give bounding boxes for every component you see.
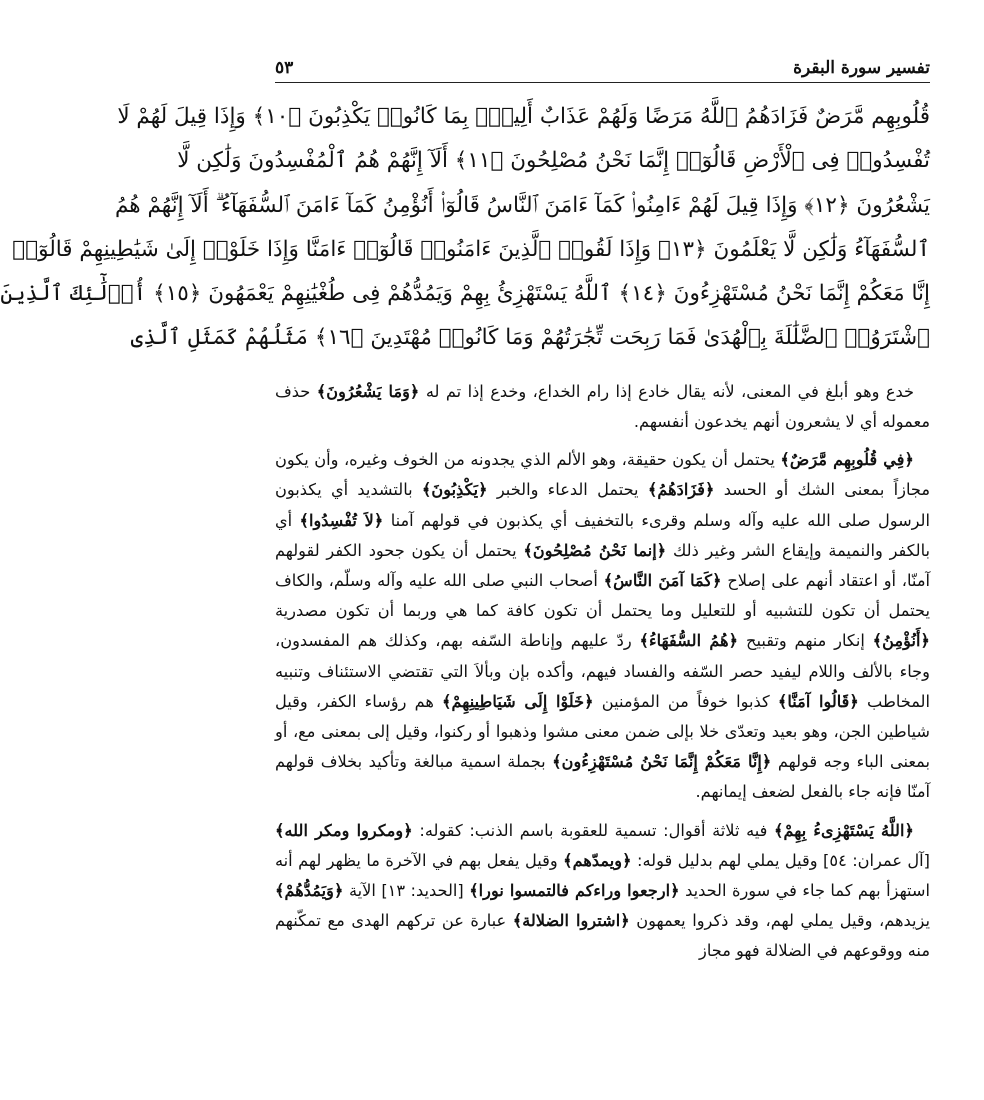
quoted-verse: ﴿لاَ تُفْسِدُوا﴾ — [299, 510, 384, 530]
quoted-verse: ﴿وَمَا يَشْعُرُونَ﴾ — [316, 381, 420, 401]
commentary-paragraph — [275, 816, 930, 967]
verse-line: تُفْسِدُوا۟ فِى ٱلْأَرْضِ قَالُوٓا۟ إِنَّمَا نَحْنُ مُصْلِحُونَ ﴿١١﴾ أَلَآ إِنَّهُمْ هُمُ ٱلْمُفْسِدُونَ وَلَٰكِن لَّا — [177, 148, 930, 174]
commentary-text: بجملة اسمية مبالغة وتأكيد بخلاف قولهم آمنّا فإنه جاء بالفعل لضعف إيمانهم. — [275, 752, 930, 802]
verse-line: قُلُوبِهِم مَّرَضٌ فَزَادَهُمُ ٱللَّهُ مَرَضًا وَلَهُمْ عَذَابٌ أَلِيمٌۢ بِمَا كَانُوا۟ يَكْذِبُونَ ﴿١٠﴾ وَإِذَا قِيلَ لَهُمْ لَا — [117, 104, 930, 129]
quoted-verse: ﴿إِنَّا مَعَكُمْ إِنَّمَا نَحْنُ مُسْتَهْزِءُون﴾ — [552, 752, 772, 772]
commentary-text: عبارة عن تركهم الهدى مع تمكّنهم منه ووقوعهم في الضلالة فهو مجاز — [275, 911, 930, 961]
commentary-text: يحتمل أن يكون حقيقة، وهو الألم الذي يجدونه من الخوف وغيره، وأن يكون مجازاً بمعنى الشك أو الحسد — [275, 450, 930, 500]
quran-verses — [0, 95, 930, 361]
commentary-text: يحتمل الدعاء والخبر — [487, 480, 648, 500]
quoted-verse: ﴿هُمُ السُّفَهَاءُ﴾ — [639, 631, 739, 651]
commentary-text: ردّ عليهم وإناطة السّفه بهم، وكذلك هم المفسدون، وجاء بالألف واللام ليفيد حصر السّفه والفساد فيهم، وأكده بإن وبألاَ التي تقتضي الاستئناف وتنبيه المخاطب — [275, 631, 930, 711]
quoted-verse: ﴿إنما نَحْنُ مُصْلِحُونَ﴾ — [523, 540, 667, 560]
quoted-verse: ﴿يَكْذِبُونَ﴾ — [421, 480, 488, 500]
quoted-verse: ﴿اللَّهُ يَسْتَهْزِىءُ بِهِمْ﴾ — [774, 820, 914, 840]
commentary-text: كذبوا خوفاً من المؤمنين — [593, 691, 778, 711]
quoted-verse: ﴿ومكروا ومكر الله﴾ — [275, 820, 413, 840]
quoted-verse: ﴿ويمدّهم﴾ — [563, 850, 632, 870]
page-number: ٥٣ — [275, 58, 294, 78]
commentary-text: يحتمل أن يكون جحود الكفر لقولهم آمنّا، أو اعتقاد أنهم على إصلاح — [275, 540, 930, 590]
tafsir-commentary — [275, 377, 930, 967]
quoted-verse: ﴿فِي قُلُوبِهِم مَّرَضٌ﴾ — [780, 450, 914, 470]
commentary-text: [الحديد: ١٣] الآية — [343, 881, 470, 901]
commentary-text: وقيل يفعل بهم في الآخرة ما يظهر لهم أنه استهزأ بهم كما جاء في سورة الحديد — [275, 850, 930, 901]
verse-line: ٱشْتَرَوُا۟ ٱلضَّلَٰلَةَ بِٱلْهُدَىٰ فَمَا رَبِحَت تِّجَٰرَتُهُمْ وَمَا كَانُوا۟ مُهْتَدِينَ ﴿١٦﴾ مَثَلُهُمْ كَمَثَلِ ٱلَّذِى — [130, 325, 930, 351]
quoted-verse: ﴿خَلَوْا إِلَى شَيَاطِينِهِمْ﴾ — [442, 691, 594, 711]
surah-title: تفسير سورة البقرة — [793, 58, 930, 78]
verse-line: ٱلسُّفَهَآءُ وَلَٰكِن لَّا يَعْلَمُونَ ﴿١٣﴾ وَإِذَا لَقُوا۟ ٱلَّذِينَ ءَامَنُوا۟ قَالُوٓا۟ ءَامَنَّا وَإِذَا خَلَوْا۟ إِلَىٰ شَيَٰطِينِهِمْ قَالُوٓا۟ — [12, 236, 930, 262]
quoted-verse: ﴿ارجعوا وراءكم فالتمسوا نورا﴾ — [469, 881, 680, 901]
commentary-text: بالتشديد أي يكذبون الرسول صلى الله عليه وآله وسلم وقرىء بالتخفيف أي يكذبون في قولهم آمنا — [275, 480, 930, 530]
commentary-paragraph — [275, 445, 930, 807]
commentary-text: أي بالكفر والنميمة وإيقاع الشر وغير ذلك — [275, 510, 931, 560]
verse-line: يَشْعُرُونَ ﴿١٢﴾ وَإِذَا قِيلَ لَهُمْ ءَامِنُوا۟ كَمَآ ءَامَنَ ٱلنَّاسُ قَالُوٓا۟ أَنُؤْمِنُ كَمَآ ءَامَنَ ٱلسُّفَهَآءُ ۗ أَلَآ إِنَّهُمْ هُمُ — [114, 192, 930, 218]
commentary-text: حذف معموله أي لا يشعرون أنهم يخدعون أنفسهم. — [275, 381, 930, 431]
commentary-text: فيه ثلاثة أقوال: تسمية للعقوبة باسم الذنب: كقوله: — [412, 820, 775, 840]
book-page — [0, 48, 931, 1088]
commentary-text: إنكار منهم وتقبيح — [738, 631, 873, 651]
verse-line: إِنَّا مَعَكُمْ إِنَّمَا نَحْنُ مُسْتَهْزِءُونَ ﴿١٤﴾ ٱللَّهُ يَسْتَهْزِئُ بِهِمْ وَيَمُدُّهُمْ فِى طُغْيَٰنِهِمْ يَعْمَهُونَ ﴿١٥﴾ أُو۟لَٰٓئِكَ ٱلَّذِينَ — [0, 281, 930, 307]
commentary-text: يزيدهم، وقيل يملي لهم، وقد ذكروا يعمهون — [629, 911, 930, 931]
commentary-text: خدع وهو أبلغ في المعنى، لأنه يقال خادع إذا رام الخداع، وخدع إذا تم له — [419, 381, 915, 401]
commentary-text: هم رؤساء الكفر، وقيل شياطين الجن، وهو بعيد وتعدّى خلا بإلى ضمن معنى مشوا وذهبوا أو ركنوا، وقيل إلى بمعنى مع، أو بمعنى الباء وجه قولهم — [275, 691, 931, 772]
quoted-verse: ﴿كَمَا آمَنَ النَّاسُ﴾ — [603, 571, 722, 590]
quoted-verse: ﴿فَزَادَهُمُ﴾ — [647, 480, 715, 500]
quoted-verse: ﴿اشتروا الضلالة﴾ — [512, 911, 630, 931]
running-header — [275, 48, 930, 83]
quoted-verse: ﴿وَيَمُدُّهُمْ﴾ — [275, 881, 344, 901]
commentary-text: [آل عمران: ٥٤] وقيل يملي لهم بدليل قوله: — [631, 850, 930, 870]
quoted-verse: ﴿أَنُؤْمِنُ﴾ — [872, 631, 930, 651]
commentary-paragraph — [275, 377, 930, 437]
quoted-verse: ﴿قَالُوا آمَنَّا﴾ — [777, 691, 859, 711]
commentary-text: أصحاب النبي صلى الله عليه وآله وسلّم، والكاف يحتمل أن تكون للتشبيه أو للتعليل وما يحتمل أن تكون كافة كما هي وربما أن تكون مصدرية — [275, 571, 930, 621]
